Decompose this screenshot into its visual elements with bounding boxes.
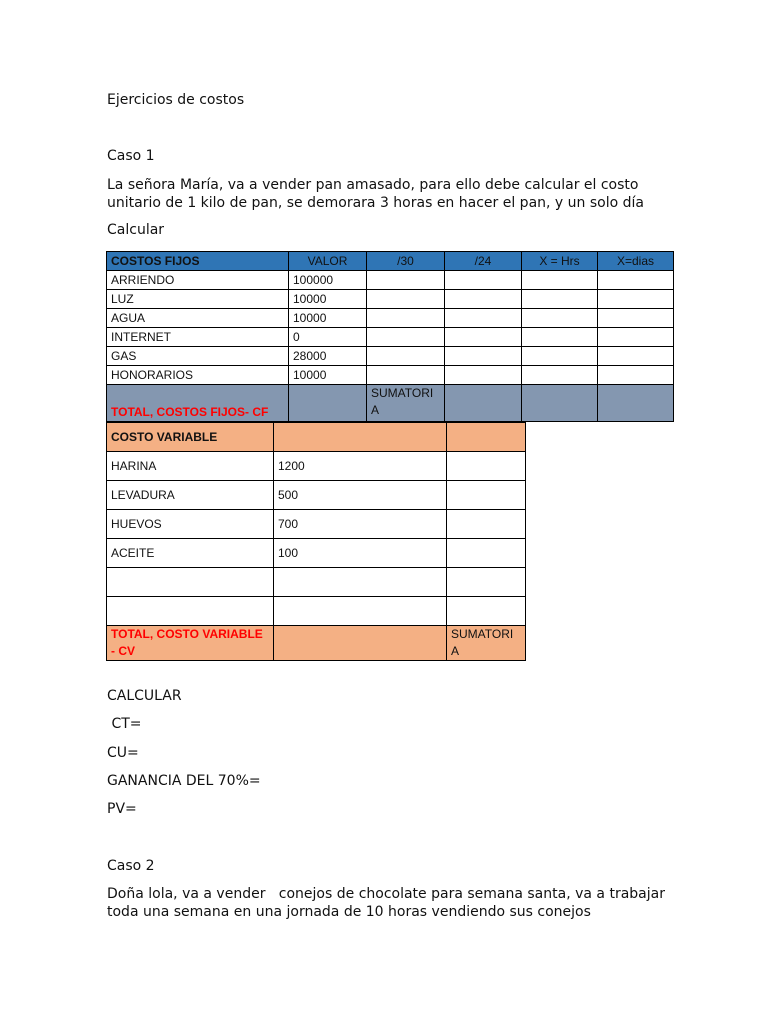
- variable-costs-header-row: [107, 423, 526, 452]
- row-label: ARRIENDO: [107, 271, 289, 290]
- row-value: 0: [289, 328, 367, 347]
- table-row: [107, 452, 526, 481]
- row-label: [107, 597, 274, 626]
- header-costo-variable: COSTO VARIABLE: [107, 423, 274, 452]
- row-label: HUEVOS: [107, 510, 274, 539]
- calcular-heading: CALCULAR: [107, 688, 182, 704]
- table-row: [107, 328, 674, 347]
- table-row: [107, 347, 674, 366]
- fixed-costs-table: [106, 251, 674, 422]
- row-label: LUZ: [107, 290, 289, 309]
- header-valor: VALOR: [289, 252, 367, 271]
- fixed-costs-total-row: [107, 385, 674, 422]
- row-label: ACEITE: [107, 539, 274, 568]
- row-value: 500: [274, 481, 447, 510]
- row-value: 10000: [289, 309, 367, 328]
- ct-formula: CT=: [107, 716, 142, 732]
- ganancia-formula: GANANCIA DEL 70%=: [107, 773, 261, 789]
- fixed-costs-header-row: [107, 252, 674, 271]
- total-fixed-label: TOTAL, COSTOS FIJOS- CF: [107, 385, 289, 422]
- variable-costs-table: [106, 422, 526, 661]
- row-value: 1200: [274, 452, 447, 481]
- row-value: [274, 597, 447, 626]
- table-row: [107, 309, 674, 328]
- row-label: HONORARIOS: [107, 366, 289, 385]
- row-label: AGUA: [107, 309, 289, 328]
- header-x-dias: X=dias: [598, 252, 674, 271]
- table-row: [107, 539, 526, 568]
- sumatoria-cell: SUMATORIA: [447, 626, 526, 661]
- table-row: [107, 597, 526, 626]
- row-value: 100000: [289, 271, 367, 290]
- row-label: LEVADURA: [107, 481, 274, 510]
- sumatoria-cell: SUMATORIA: [367, 385, 445, 422]
- cu-formula: CU=: [107, 745, 139, 761]
- header-costos-fijos: COSTOS FIJOS: [107, 252, 289, 271]
- caso2-heading: Caso 2: [107, 858, 155, 874]
- header-div24: /24: [445, 252, 522, 271]
- caso1-heading: Caso 1: [107, 148, 155, 164]
- row-label: [107, 568, 274, 597]
- table-row: [107, 271, 674, 290]
- pv-formula: PV=: [107, 801, 137, 817]
- row-value: [274, 568, 447, 597]
- row-value: 10000: [289, 366, 367, 385]
- table-row: [107, 481, 526, 510]
- row-value: 28000: [289, 347, 367, 366]
- document-title: Ejercicios de costos: [107, 92, 245, 108]
- total-variable-label: TOTAL, COSTO VARIABLE - CV: [107, 626, 274, 661]
- header-x-hrs: X = Hrs: [522, 252, 598, 271]
- variable-costs-total-row: [107, 626, 526, 661]
- row-label: HARINA: [107, 452, 274, 481]
- row-label: INTERNET: [107, 328, 289, 347]
- row-label: GAS: [107, 347, 289, 366]
- row-value: 10000: [289, 290, 367, 309]
- row-value: 100: [274, 539, 447, 568]
- caso2-paragraph: Doña lola, va a vender conejos de chocolate para semana santa, va a trabajar toda una semana en una jornada de 10 horas vendiendo sus conejos: [107, 886, 670, 920]
- header-div30: /30: [367, 252, 445, 271]
- table-row: [107, 510, 526, 539]
- table-row: [107, 366, 674, 385]
- caso1-paragraph: La señora María, va a vender pan amasado, para ello debe calcular el costo unitario de 1 kilo de pan, se demorara 3 horas en hacer el pan, y un solo día: [107, 177, 644, 211]
- table-row: [107, 568, 526, 597]
- table-row: [107, 290, 674, 309]
- row-value: 700: [274, 510, 447, 539]
- calcular-label: Calcular: [107, 222, 165, 238]
